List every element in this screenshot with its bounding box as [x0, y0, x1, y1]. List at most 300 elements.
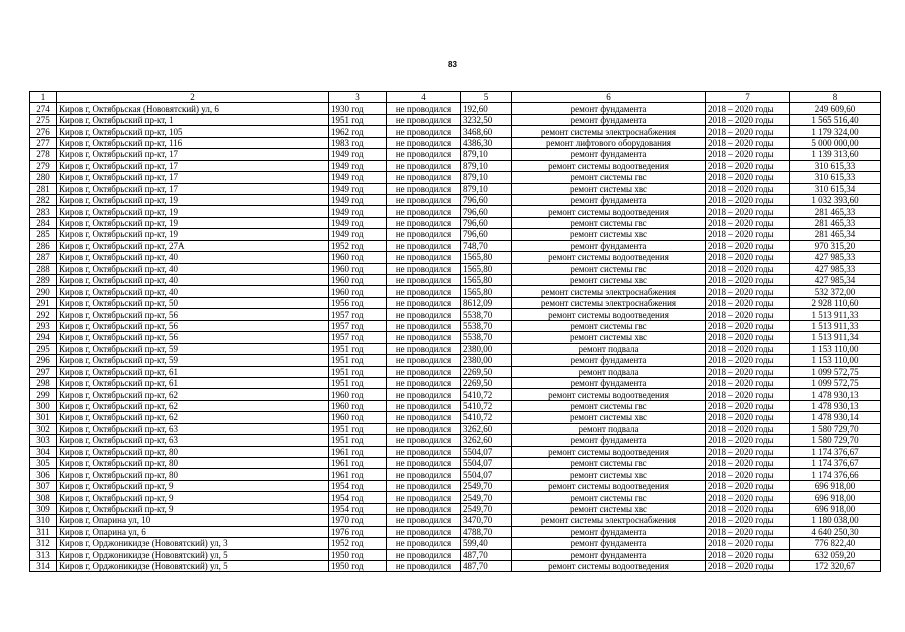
area-cell: 2380,00: [461, 355, 512, 366]
build-year-cell: 1954 год: [329, 480, 387, 491]
cost-cell: 776 822,40: [790, 538, 881, 549]
column-number-cell: 3: [329, 92, 387, 103]
area-cell: 1565,80: [461, 286, 512, 297]
period-cell: 2018 – 2020 годы: [706, 252, 790, 263]
cost-cell: 696 918,00: [790, 503, 881, 514]
cost-cell: 1 153 110,00: [790, 343, 881, 354]
period-cell: 2018 – 2020 годы: [706, 423, 790, 434]
build-year-cell: 1960 год: [329, 286, 387, 297]
row-number-cell: 309: [30, 503, 57, 514]
period-cell: 2018 – 2020 годы: [706, 389, 790, 400]
build-year-cell: 1951 год: [329, 343, 387, 354]
table-row: [30, 286, 881, 297]
address-cell: Киров г, Октябрьский пр-кт, 1: [57, 114, 329, 125]
table-row: [30, 137, 881, 148]
table-row: [30, 320, 881, 331]
build-year-cell: 1951 год: [329, 435, 387, 446]
row-number-cell: 305: [30, 458, 57, 469]
period-cell: 2018 – 2020 годы: [706, 435, 790, 446]
period-cell: 2018 – 2020 годы: [706, 286, 790, 297]
work-type-cell: ремонт системы гвс: [512, 217, 706, 228]
cost-cell: 1 478 930,13: [790, 389, 881, 400]
build-year-cell: 1949 год: [329, 217, 387, 228]
cost-cell: 1 139 313,60: [790, 149, 881, 160]
last-repair-cell: не проводился: [387, 538, 461, 549]
work-type-cell: ремонт системы водоотведения: [512, 480, 706, 491]
build-year-cell: 1983 год: [329, 137, 387, 148]
cost-cell: 4 640 250,30: [790, 526, 881, 537]
table-row: [30, 183, 881, 194]
area-cell: 5538,70: [461, 320, 512, 331]
cost-cell: 632 059,20: [790, 549, 881, 560]
row-number-cell: 296: [30, 355, 57, 366]
last-repair-cell: не проводился: [387, 366, 461, 377]
table-row: [30, 114, 881, 125]
area-cell: 796,60: [461, 194, 512, 205]
table-row: [30, 172, 881, 183]
row-number-cell: 276: [30, 126, 57, 137]
area-cell: 879,10: [461, 149, 512, 160]
table-row: [30, 446, 881, 457]
last-repair-cell: не проводился: [387, 252, 461, 263]
table-row: [30, 389, 881, 400]
row-number-cell: 289: [30, 275, 57, 286]
address-cell: Киров г, Октябрьский пр-кт, 19: [57, 229, 329, 240]
work-type-cell: ремонт системы водоотведения: [512, 389, 706, 400]
area-cell: 2549,70: [461, 480, 512, 491]
period-cell: 2018 – 2020 годы: [706, 126, 790, 137]
table-row: [30, 412, 881, 423]
table-row: [30, 343, 881, 354]
table-row: [30, 560, 881, 571]
cost-cell: 1 180 038,00: [790, 515, 881, 526]
area-cell: 2549,70: [461, 503, 512, 514]
period-cell: 2018 – 2020 годы: [706, 160, 790, 171]
build-year-cell: 1960 год: [329, 252, 387, 263]
row-number-cell: 302: [30, 423, 57, 434]
area-cell: 192,60: [461, 103, 512, 114]
cost-cell: 2 928 110,60: [790, 297, 881, 308]
row-number-cell: 292: [30, 309, 57, 320]
table-row: [30, 480, 881, 491]
area-cell: 1565,80: [461, 275, 512, 286]
last-repair-cell: не проводился: [387, 103, 461, 114]
last-repair-cell: не проводился: [387, 149, 461, 160]
area-cell: 796,60: [461, 206, 512, 217]
table-row: [30, 469, 881, 480]
cost-cell: 281 465,33: [790, 217, 881, 228]
last-repair-cell: не проводился: [387, 183, 461, 194]
cost-cell: 5 000 000,00: [790, 137, 881, 148]
last-repair-cell: не проводился: [387, 240, 461, 251]
work-type-cell: ремонт фундамента: [512, 435, 706, 446]
build-year-cell: 1956 год: [329, 297, 387, 308]
period-cell: 2018 – 2020 годы: [706, 332, 790, 343]
period-cell: 2018 – 2020 годы: [706, 538, 790, 549]
build-year-cell: 1949 год: [329, 183, 387, 194]
area-cell: 2380,00: [461, 343, 512, 354]
address-cell: Киров г, Октябрьский пр-кт, 116: [57, 137, 329, 148]
last-repair-cell: не проводился: [387, 355, 461, 366]
period-cell: 2018 – 2020 годы: [706, 297, 790, 308]
period-cell: 2018 – 2020 годы: [706, 172, 790, 183]
column-number-cell: 1: [30, 92, 57, 103]
address-cell: Киров г, Октябрьский пр-кт, 56: [57, 332, 329, 343]
last-repair-cell: не проводился: [387, 332, 461, 343]
build-year-cell: 1961 год: [329, 446, 387, 457]
work-type-cell: ремонт системы хвс: [512, 183, 706, 194]
address-cell: Киров г, Октябрьский пр-кт, 61: [57, 377, 329, 388]
build-year-cell: 1951 год: [329, 377, 387, 388]
table-row: [30, 263, 881, 274]
last-repair-cell: не проводился: [387, 469, 461, 480]
address-cell: Киров г, Октябрьский пр-кт, 40: [57, 252, 329, 263]
last-repair-cell: не проводился: [387, 549, 461, 560]
address-cell: Киров г, Октябрьский пр-кт, 80: [57, 469, 329, 480]
address-cell: Киров г, Октябрьский пр-кт, 62: [57, 389, 329, 400]
work-type-cell: ремонт системы электроснабжения: [512, 126, 706, 137]
work-type-cell: ремонт системы хвс: [512, 332, 706, 343]
table-row: [30, 549, 881, 560]
area-cell: 3468,60: [461, 126, 512, 137]
area-cell: 4386,30: [461, 137, 512, 148]
row-number-cell: 300: [30, 400, 57, 411]
area-cell: 5504,07: [461, 469, 512, 480]
cost-cell: 1 513 911,34: [790, 332, 881, 343]
period-cell: 2018 – 2020 годы: [706, 103, 790, 114]
last-repair-cell: не проводился: [387, 492, 461, 503]
build-year-cell: 1954 год: [329, 503, 387, 514]
period-cell: 2018 – 2020 годы: [706, 229, 790, 240]
build-year-cell: 1950 год: [329, 549, 387, 560]
work-type-cell: ремонт системы гвс: [512, 172, 706, 183]
build-year-cell: 1949 год: [329, 172, 387, 183]
address-cell: Киров г, Октябрьский пр-кт, 59: [57, 355, 329, 366]
build-year-cell: 1961 год: [329, 469, 387, 480]
cost-cell: 427 985,33: [790, 263, 881, 274]
work-type-cell: ремонт подвала: [512, 366, 706, 377]
work-type-cell: ремонт фундамента: [512, 526, 706, 537]
row-number-cell: 303: [30, 435, 57, 446]
period-cell: 2018 – 2020 годы: [706, 137, 790, 148]
last-repair-cell: не проводился: [387, 286, 461, 297]
work-type-cell: ремонт системы гвс: [512, 320, 706, 331]
last-repair-cell: не проводился: [387, 503, 461, 514]
last-repair-cell: не проводился: [387, 160, 461, 171]
work-type-cell: ремонт фундамента: [512, 240, 706, 251]
period-cell: 2018 – 2020 годы: [706, 343, 790, 354]
build-year-cell: 1970 год: [329, 515, 387, 526]
area-cell: 5410,72: [461, 389, 512, 400]
area-cell: 5538,70: [461, 332, 512, 343]
cost-cell: 696 918,00: [790, 480, 881, 491]
work-type-cell: ремонт системы хвс: [512, 469, 706, 480]
table-row: [30, 275, 881, 286]
last-repair-cell: не проводился: [387, 206, 461, 217]
area-cell: 796,60: [461, 217, 512, 228]
last-repair-cell: не проводился: [387, 275, 461, 286]
column-number-cell: 7: [706, 92, 790, 103]
row-number-cell: 313: [30, 549, 57, 560]
row-number-cell: 290: [30, 286, 57, 297]
last-repair-cell: не проводился: [387, 377, 461, 388]
work-type-cell: ремонт подвала: [512, 343, 706, 354]
address-cell: Киров г, Опарина ул, 10: [57, 515, 329, 526]
last-repair-cell: не проводился: [387, 423, 461, 434]
cost-cell: 427 985,33: [790, 252, 881, 263]
area-cell: 879,10: [461, 183, 512, 194]
period-cell: 2018 – 2020 годы: [706, 149, 790, 160]
build-year-cell: 1949 год: [329, 149, 387, 160]
work-type-cell: ремонт системы хвс: [512, 229, 706, 240]
table-row: [30, 126, 881, 137]
build-year-cell: 1952 год: [329, 538, 387, 549]
last-repair-cell: не проводился: [387, 435, 461, 446]
row-number-cell: 301: [30, 412, 57, 423]
address-cell: Киров г, Октябрьский пр-кт, 56: [57, 309, 329, 320]
work-type-cell: ремонт фундамента: [512, 103, 706, 114]
work-type-cell: ремонт системы хвс: [512, 503, 706, 514]
period-cell: 2018 – 2020 годы: [706, 480, 790, 491]
work-type-cell: ремонт системы водоотведения: [512, 446, 706, 457]
work-type-cell: ремонт фундамента: [512, 194, 706, 205]
last-repair-cell: не проводился: [387, 389, 461, 400]
address-cell: Киров г, Октябрьский пр-кт, 9: [57, 503, 329, 514]
last-repair-cell: не проводился: [387, 458, 461, 469]
period-cell: 2018 – 2020 годы: [706, 275, 790, 286]
area-cell: 3262,60: [461, 435, 512, 446]
period-cell: 2018 – 2020 годы: [706, 183, 790, 194]
cost-cell: 970 315,20: [790, 240, 881, 251]
address-cell: Киров г, Октябрьский пр-кт, 27А: [57, 240, 329, 251]
period-cell: 2018 – 2020 годы: [706, 206, 790, 217]
cost-cell: 532 372,00: [790, 286, 881, 297]
row-number-cell: 291: [30, 297, 57, 308]
period-cell: 2018 – 2020 годы: [706, 515, 790, 526]
build-year-cell: 1949 год: [329, 194, 387, 205]
cost-cell: 427 985,34: [790, 275, 881, 286]
work-type-cell: ремонт фундамента: [512, 114, 706, 125]
work-type-cell: ремонт системы гвс: [512, 458, 706, 469]
address-cell: Киров г, Октябрьский пр-кт, 17: [57, 172, 329, 183]
last-repair-cell: не проводился: [387, 480, 461, 491]
address-cell: Киров г, Октябрьский пр-кт, 80: [57, 446, 329, 457]
area-cell: 5410,72: [461, 400, 512, 411]
last-repair-cell: не проводился: [387, 515, 461, 526]
column-number-cell: 2: [57, 92, 329, 103]
period-cell: 2018 – 2020 годы: [706, 492, 790, 503]
last-repair-cell: не проводился: [387, 526, 461, 537]
build-year-cell: 1961 год: [329, 458, 387, 469]
row-number-cell: 294: [30, 332, 57, 343]
area-cell: 879,10: [461, 172, 512, 183]
area-cell: 5504,07: [461, 446, 512, 457]
table-row: [30, 492, 881, 503]
row-number-cell: 286: [30, 240, 57, 251]
work-type-cell: ремонт фундамента: [512, 149, 706, 160]
table-row: [30, 423, 881, 434]
build-year-cell: 1951 год: [329, 366, 387, 377]
build-year-cell: 1949 год: [329, 160, 387, 171]
address-cell: Киров г, Октябрьский пр-кт, 40: [57, 263, 329, 274]
address-cell: Киров г, Октябрьский пр-кт, 80: [57, 458, 329, 469]
address-cell: Киров г, Октябрьский пр-кт, 19: [57, 217, 329, 228]
period-cell: 2018 – 2020 годы: [706, 263, 790, 274]
address-cell: Киров г, Октябрьский пр-кт, 62: [57, 400, 329, 411]
area-cell: 3470,70: [461, 515, 512, 526]
area-cell: 5538,70: [461, 309, 512, 320]
work-type-cell: ремонт фундамента: [512, 549, 706, 560]
row-number-cell: 278: [30, 149, 57, 160]
cost-cell: 696 918,00: [790, 492, 881, 503]
work-type-cell: ремонт системы водоотведения: [512, 160, 706, 171]
build-year-cell: 1951 год: [329, 423, 387, 434]
cost-cell: 172 320,67: [790, 560, 881, 571]
period-cell: 2018 – 2020 годы: [706, 355, 790, 366]
period-cell: 2018 – 2020 годы: [706, 377, 790, 388]
work-type-cell: ремонт фундамента: [512, 355, 706, 366]
cost-cell: 281 465,33: [790, 206, 881, 217]
cost-cell: 1 580 729,70: [790, 423, 881, 434]
table-row: [30, 458, 881, 469]
page-number: 83: [448, 60, 457, 69]
work-type-cell: ремонт системы гвс: [512, 263, 706, 274]
table-row: [30, 332, 881, 343]
table-row: [30, 526, 881, 537]
last-repair-cell: не проводился: [387, 343, 461, 354]
last-repair-cell: не проводился: [387, 172, 461, 183]
area-cell: 748,70: [461, 240, 512, 251]
work-type-cell: ремонт системы гвс: [512, 400, 706, 411]
row-number-cell: 275: [30, 114, 57, 125]
table-row: [30, 503, 881, 514]
table-row: [30, 538, 881, 549]
work-type-cell: ремонт системы электроснабжения: [512, 515, 706, 526]
table-row: [30, 515, 881, 526]
area-cell: 599,40: [461, 538, 512, 549]
area-cell: 1565,80: [461, 263, 512, 274]
table-row: [30, 435, 881, 446]
address-cell: Киров г, Октябрьский пр-кт, 17: [57, 160, 329, 171]
period-cell: 2018 – 2020 годы: [706, 309, 790, 320]
work-type-cell: ремонт подвала: [512, 423, 706, 434]
cost-cell: 1 478 930,14: [790, 412, 881, 423]
row-number-cell: 310: [30, 515, 57, 526]
work-type-cell: ремонт фундамента: [512, 538, 706, 549]
cost-cell: 1 513 911,33: [790, 309, 881, 320]
cost-cell: 1 099 572,75: [790, 366, 881, 377]
build-year-cell: 1957 год: [329, 332, 387, 343]
cost-cell: 1 174 376,67: [790, 458, 881, 469]
row-number-cell: 280: [30, 172, 57, 183]
repair-program-table: [29, 91, 881, 572]
work-type-cell: ремонт лифтового оборудования: [512, 137, 706, 148]
row-number-cell: 283: [30, 206, 57, 217]
period-cell: 2018 – 2020 годы: [706, 240, 790, 251]
period-cell: 2018 – 2020 годы: [706, 503, 790, 514]
row-number-cell: 279: [30, 160, 57, 171]
cost-cell: 1 099 572,75: [790, 377, 881, 388]
period-cell: 2018 – 2020 годы: [706, 194, 790, 205]
cost-cell: 249 609,60: [790, 103, 881, 114]
period-cell: 2018 – 2020 годы: [706, 458, 790, 469]
address-cell: Киров г, Октябрьский пр-кт, 63: [57, 423, 329, 434]
table-row: [30, 240, 881, 251]
cost-cell: 1 179 324,00: [790, 126, 881, 137]
period-cell: 2018 – 2020 годы: [706, 400, 790, 411]
table-row: [30, 377, 881, 388]
build-year-cell: 1960 год: [329, 263, 387, 274]
row-number-cell: 274: [30, 103, 57, 114]
period-cell: 2018 – 2020 годы: [706, 549, 790, 560]
column-number-cell: 4: [387, 92, 461, 103]
cost-cell: 1 580 729,70: [790, 435, 881, 446]
area-cell: 5410,72: [461, 412, 512, 423]
row-number-cell: 287: [30, 252, 57, 263]
address-cell: Киров г, Октябрьский пр-кт, 9: [57, 480, 329, 491]
build-year-cell: 1951 год: [329, 355, 387, 366]
column-number-cell: 8: [790, 92, 881, 103]
period-cell: 2018 – 2020 годы: [706, 320, 790, 331]
work-type-cell: ремонт системы водоотведения: [512, 309, 706, 320]
address-cell: Киров г, Октябрьский пр-кт, 62: [57, 412, 329, 423]
table-row: [30, 355, 881, 366]
build-year-cell: 1960 год: [329, 389, 387, 400]
area-cell: 487,70: [461, 549, 512, 560]
area-cell: 2549,70: [461, 492, 512, 503]
area-cell: 8612,09: [461, 297, 512, 308]
row-number-cell: 281: [30, 183, 57, 194]
build-year-cell: 1952 год: [329, 240, 387, 251]
period-cell: 2018 – 2020 годы: [706, 560, 790, 571]
table-row: [30, 206, 881, 217]
address-cell: Киров г, Октябрьский пр-кт, 50: [57, 297, 329, 308]
table-row: [30, 297, 881, 308]
build-year-cell: 1960 год: [329, 275, 387, 286]
row-number-cell: 314: [30, 560, 57, 571]
area-cell: 487,70: [461, 560, 512, 571]
area-cell: 796,60: [461, 229, 512, 240]
last-repair-cell: не проводился: [387, 412, 461, 423]
row-number-cell: 298: [30, 377, 57, 388]
area-cell: 4788,70: [461, 526, 512, 537]
last-repair-cell: не проводился: [387, 137, 461, 148]
table-row: [30, 194, 881, 205]
cost-cell: 310 615,34: [790, 183, 881, 194]
period-cell: 2018 – 2020 годы: [706, 469, 790, 480]
address-cell: Киров г, Октябрьский пр-кт, 59: [57, 343, 329, 354]
build-year-cell: 1949 год: [329, 206, 387, 217]
last-repair-cell: не проводился: [387, 217, 461, 228]
column-number-cell: 6: [512, 92, 706, 103]
address-cell: Киров г, Орджоникидзе (Нововятский) ул, 5: [57, 560, 329, 571]
area-cell: 5504,07: [461, 458, 512, 469]
work-type-cell: ремонт фундамента: [512, 377, 706, 388]
cost-cell: 1 478 930,13: [790, 400, 881, 411]
build-year-cell: 1962 год: [329, 126, 387, 137]
table-row: [30, 217, 881, 228]
build-year-cell: 1957 год: [329, 320, 387, 331]
cost-cell: 1 174 376,67: [790, 446, 881, 457]
address-cell: Киров г, Октябрьский пр-кт, 17: [57, 183, 329, 194]
period-cell: 2018 – 2020 годы: [706, 114, 790, 125]
period-cell: 2018 – 2020 годы: [706, 412, 790, 423]
address-cell: Киров г, Октябрьский пр-кт, 17: [57, 149, 329, 160]
row-number-cell: 288: [30, 263, 57, 274]
address-cell: Киров г, Опарина ул, 6: [57, 526, 329, 537]
row-number-cell: 295: [30, 343, 57, 354]
cost-cell: 1 174 376,66: [790, 469, 881, 480]
